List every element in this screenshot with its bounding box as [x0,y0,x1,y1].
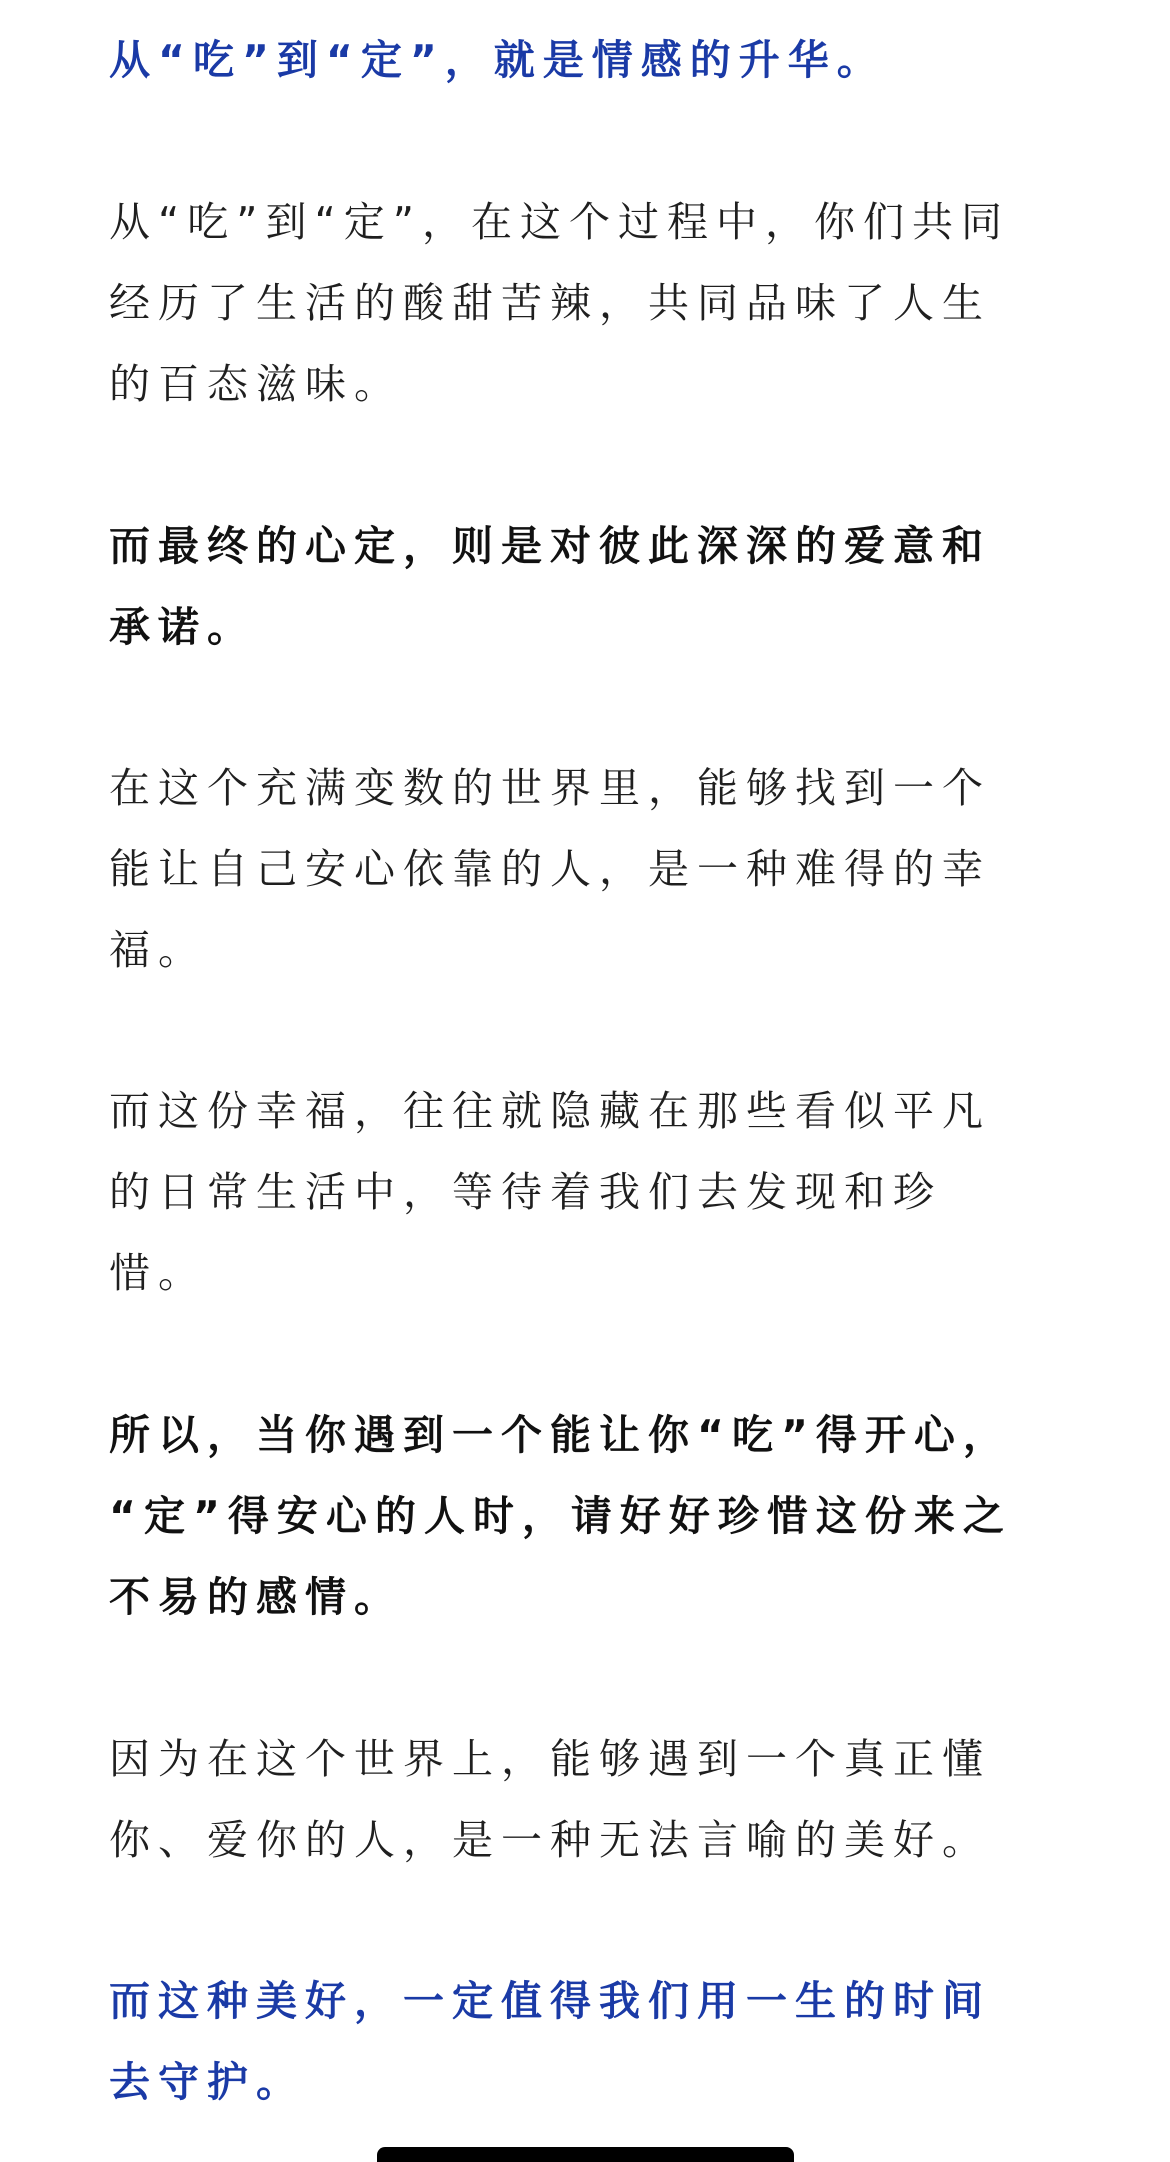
paragraph-7 [109,1719,1029,1881]
paragraph-line: 而最终的心定，则是对彼此深深的爱意和 [109,522,991,570]
article-body [109,0,1029,2162]
paragraph-line: 因为在这个世界上，能够遇到一个真正懂 [109,1735,991,1783]
paragraph-line: 从“吃”到“定”，就是情感的升华。 [109,36,886,84]
paragraph-6 [109,1395,1029,1638]
paragraph-line: 惜。 [109,1249,207,1297]
paragraph-line: 承诺。 [109,603,256,651]
paragraph-line: 而这份幸福，往往就隐藏在那些看似平凡 [109,1087,991,1135]
paragraph-line: 你、爱你的人，是一种无法言喻的美好。 [109,1816,991,1864]
paragraph-4 [109,748,1029,991]
paragraph-1 [109,20,1029,101]
paragraph-line: 福。 [109,926,207,974]
paragraph-line: 的百态滋味。 [109,360,403,408]
paragraph-3 [109,506,1029,668]
paragraph-line: 能让自己安心依靠的人，是一种难得的幸 [109,845,991,893]
paragraph-line: 而这种美好，一定值得我们用一生的时间 [109,1977,991,2025]
paragraph-line: 经历了生活的酸甜苦辣，共同品味了人生 [109,279,991,327]
paragraph-line: “定”得安心的人时，请好好珍惜这份来之 [109,1492,1012,1540]
paragraph-2 [109,182,1029,425]
paragraph-line: 的日常生活中，等待着我们去发现和珍 [109,1168,942,1216]
paragraph-line: 从“吃”到“定”，在这个过程中，你们共同 [109,198,1010,246]
paragraph-line: 去守护。 [109,2058,305,2106]
paragraph-line: 在这个充满变数的世界里，能够找到一个 [109,764,991,812]
paragraph-8 [109,1961,1029,2123]
paragraph-line: 所以，当你遇到一个能让你“吃”得开心， [109,1411,1012,1459]
home-indicator[interactable] [377,2147,794,2162]
paragraph-line: 不易的感情。 [109,1573,403,1621]
paragraph-5 [109,1071,1029,1314]
